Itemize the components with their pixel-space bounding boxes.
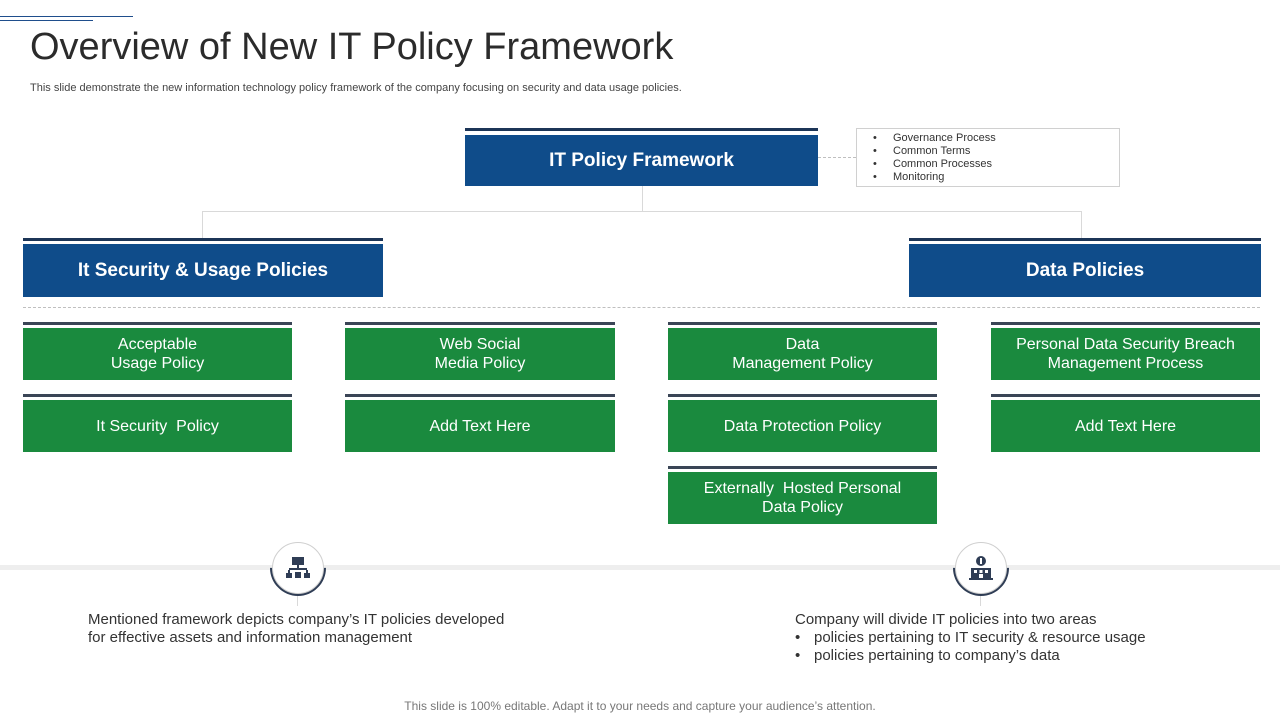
connector-right-down	[1081, 211, 1082, 238]
policy-label-line: It Security Policy	[96, 417, 219, 435]
icon-stem-right	[980, 596, 981, 606]
connector-root-details	[818, 157, 856, 158]
policy-label-line: Usage Policy	[110, 355, 205, 372]
icon-circle	[955, 542, 1007, 594]
policy-label-line: Personal Data Security Breach	[1016, 336, 1235, 353]
branch-security-cap	[23, 238, 383, 241]
policy-data-management	[668, 328, 937, 380]
icon-circle	[272, 542, 324, 594]
root-detail-item: • Governance Process	[873, 132, 1119, 145]
policy-cap	[668, 394, 937, 397]
page-subtitle: This slide demonstrate the new information technology policy framework of the company focusing on security and data usage policies.	[30, 82, 682, 94]
note-right-bullet: • policies pertaining to company’s data	[795, 647, 1255, 665]
policy-label-line: Data Policy	[762, 499, 843, 516]
policy-cap	[668, 322, 937, 325]
branch-data-label: Data Policies	[1025, 259, 1145, 281]
connector-horizontal	[202, 211, 1082, 212]
root-node-label: IT Policy Framework	[549, 149, 734, 171]
note-right-icon-group	[953, 540, 1009, 596]
root-details-box	[856, 128, 1120, 187]
policy-acceptable-usage	[23, 328, 292, 380]
corner-decoration-line	[0, 16, 133, 17]
policy-label-line: Media Policy	[434, 355, 526, 372]
policy-cap	[991, 394, 1260, 397]
policy-label-line: Add Text Here	[429, 417, 531, 435]
note-left-icon-group	[270, 540, 326, 596]
branch-data-cap	[909, 238, 1261, 241]
money-building-icon	[968, 555, 994, 581]
connector-left-down	[202, 211, 203, 238]
policy-personal-data-breach	[991, 328, 1260, 380]
policy-label-line: Add Text Here	[1074, 417, 1177, 435]
policy-cap	[991, 322, 1260, 325]
policy-cap	[345, 322, 615, 325]
policy-it-security	[23, 400, 292, 452]
root-node	[465, 135, 818, 186]
branch-data-node	[909, 244, 1261, 297]
note-left	[88, 611, 568, 647]
policy-label-line: Acceptable	[117, 336, 198, 353]
connector-root-down	[642, 186, 643, 211]
root-detail-item: • Common Terms	[873, 145, 1119, 158]
policy-cap	[23, 322, 292, 325]
policy-data-protection	[668, 400, 937, 452]
policy-cap	[668, 466, 937, 469]
policy-label-line: Externally Hosted Personal	[703, 480, 902, 497]
policy-label-line: Management Process	[1047, 355, 1204, 372]
network-presentation-icon	[285, 555, 311, 581]
footer-note: This slide is 100% editable. Adapt it to your needs and capture your audience’s attention.	[404, 699, 876, 713]
policy-add-text-1	[345, 400, 615, 452]
note-right-heading: Company will divide IT policies into two areas	[795, 611, 1097, 628]
note-left-line: Mentioned framework depicts company’s IT policies developed	[88, 611, 505, 628]
root-detail-item: • Common Processes	[873, 158, 1119, 171]
policy-add-text-2	[991, 400, 1260, 452]
note-right-bullet: • policies pertaining to IT security & resource usage	[795, 629, 1255, 647]
policy-web-social-media	[345, 328, 615, 380]
bottom-band	[0, 565, 1280, 570]
root-cap	[465, 128, 818, 131]
page-title: Overview of New IT Policy Framework	[30, 26, 674, 68]
note-left-line: for effective assets and information management	[88, 629, 413, 646]
policy-label-line: Web Social	[439, 336, 521, 353]
section-divider-dashed	[23, 307, 1260, 308]
branch-security-node	[23, 244, 383, 297]
note-right	[795, 611, 1255, 665]
policy-label-line: Data Protection Policy	[723, 417, 882, 435]
policy-label-line: Data	[785, 336, 820, 353]
branch-security-label: It Security & Usage Policies	[77, 259, 329, 281]
root-detail-item: • Monitoring	[873, 171, 1119, 184]
icon-stem-left	[297, 596, 298, 606]
policy-cap	[345, 394, 615, 397]
policy-cap	[23, 394, 292, 397]
policy-externally-hosted	[668, 472, 937, 524]
policy-label-line: Management Policy	[732, 355, 873, 372]
corner-decoration-line-short	[0, 20, 93, 21]
